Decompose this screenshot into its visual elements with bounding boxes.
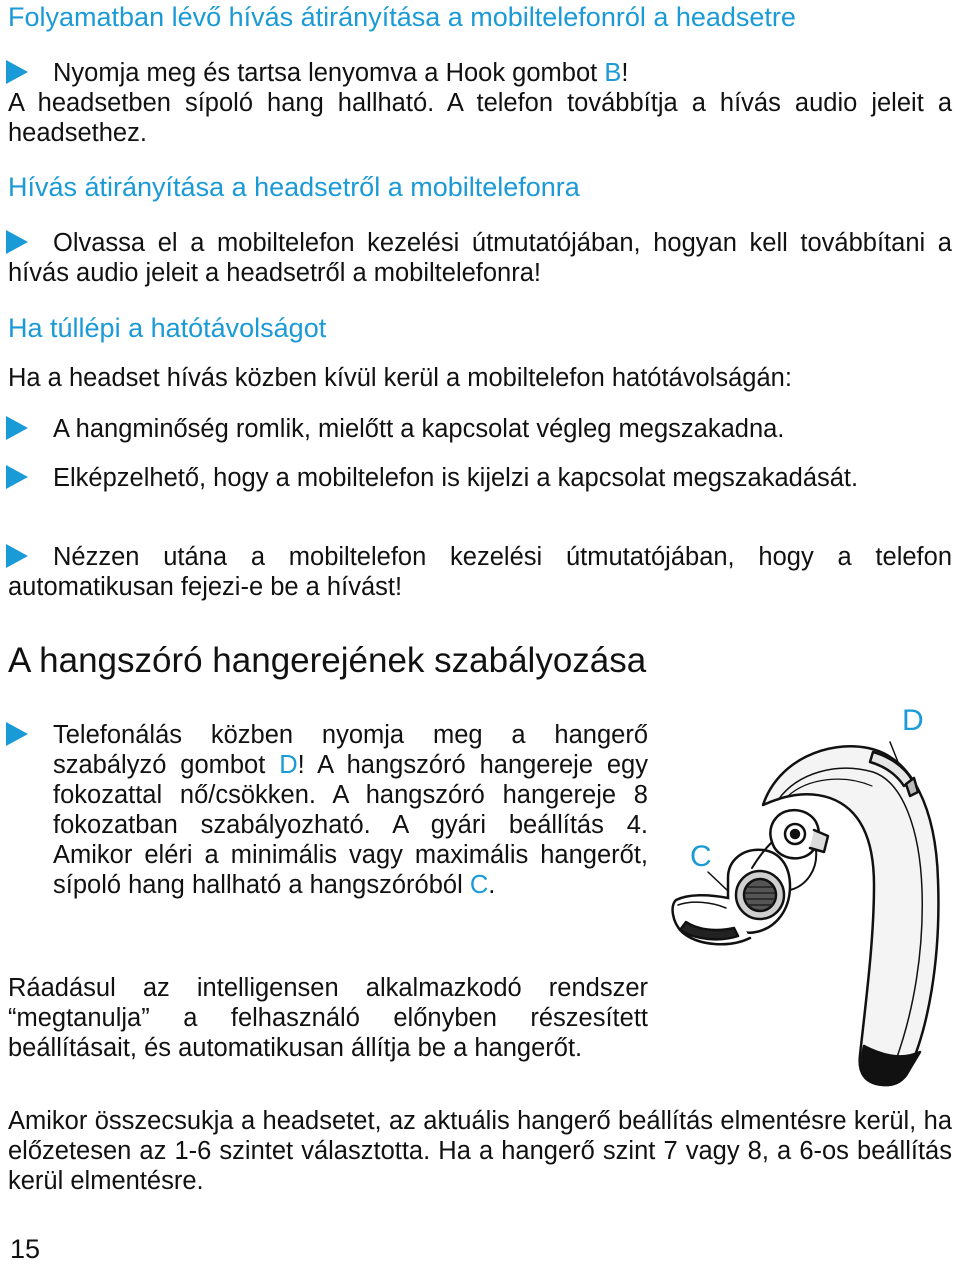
- intro-text-out-of-range: Ha a headset hívás közben kívül kerül a mobiltelefon hatótávolságán:: [8, 364, 792, 392]
- paragraph-save-setting: Amikor összecsukja a headsetet, az aktuális hangerő beállítás elmentésre kerül, ha előzetesen az 1-6 szintet választotta. Ha a hangerő szint 7 vagy 8, a 6-os beállítás kerül elmentésre.: [8, 1107, 952, 1195]
- bullet-text-quality: A hangminőség romlik, mielőtt a kapcsolat végleg megszakadna.: [53, 415, 785, 443]
- bullet-text-volume-button: Telefonálás közben nyomja meg a hangerő szabályzó gombot D! A hangszóró hangereje egy fokozattal nő/csökken. A hangszóró hangereje 8 fokozatban szabályozható. A gyári beállítás 4. Amikor eléri a minimális vagy maximális hangerőt, sípoló hang hallható a hangszóróból C.: [53, 721, 648, 899]
- bullet-arrow-icon: [6, 60, 28, 84]
- bullet-continuation-text: A headsetben sípoló hang hallható. A telefon továbbítja a hívás audio jeleit a headsethez.: [8, 89, 952, 147]
- section-heading-out-of-range: Ha túllépi a hatótávolságot: [8, 313, 327, 343]
- figure-label-d: D: [902, 704, 924, 737]
- headset-illustration: [668, 700, 948, 1095]
- bullet-text-display: Elképzelhető, hogy a mobiltelefon is kijelzi a kapcsolat megszakadását.: [53, 464, 859, 492]
- section-title-volume: A hangszóró hangerejének szabályozása: [8, 641, 647, 680]
- section-heading-call-transfer-to-headset: Folyamatban lévő hívás átirányítása a mobiltelefonról a headsetre: [8, 2, 796, 32]
- figure-label-c: C: [690, 840, 712, 873]
- bullet-text-hook-button: Nyomja meg és tartsa lenyomva a Hook gombot B!: [53, 59, 629, 87]
- bullet-arrow-icon: [6, 722, 28, 746]
- bullet-text-read-manual: Olvassa el a mobiltelefon kezelési útmutatójában, hogyan kell továbbítani a hívás audio jeleit a headsetről a mobiltelefonra!: [8, 229, 952, 287]
- page-number: 15: [10, 1234, 41, 1264]
- bullet-text-auto-end: Nézzen utána a mobiltelefon kezelési útmutatójában, hogy a telefon automatikusan fejezi-e be a hívást!: [8, 543, 952, 601]
- paragraph-adaptive-system: Ráadásul az intelligensen alkalmazkodó rendszer “megtanulja” a felhasználó előnyben részesített beállításait, és automatikusan állítja be a hangerőt.: [8, 974, 648, 1062]
- section-heading-call-transfer-to-phone: Hívás átirányítása a headsetről a mobiltelefonra: [8, 172, 580, 202]
- bullet-arrow-icon: [6, 416, 28, 440]
- headset-drawing: [668, 700, 948, 1095]
